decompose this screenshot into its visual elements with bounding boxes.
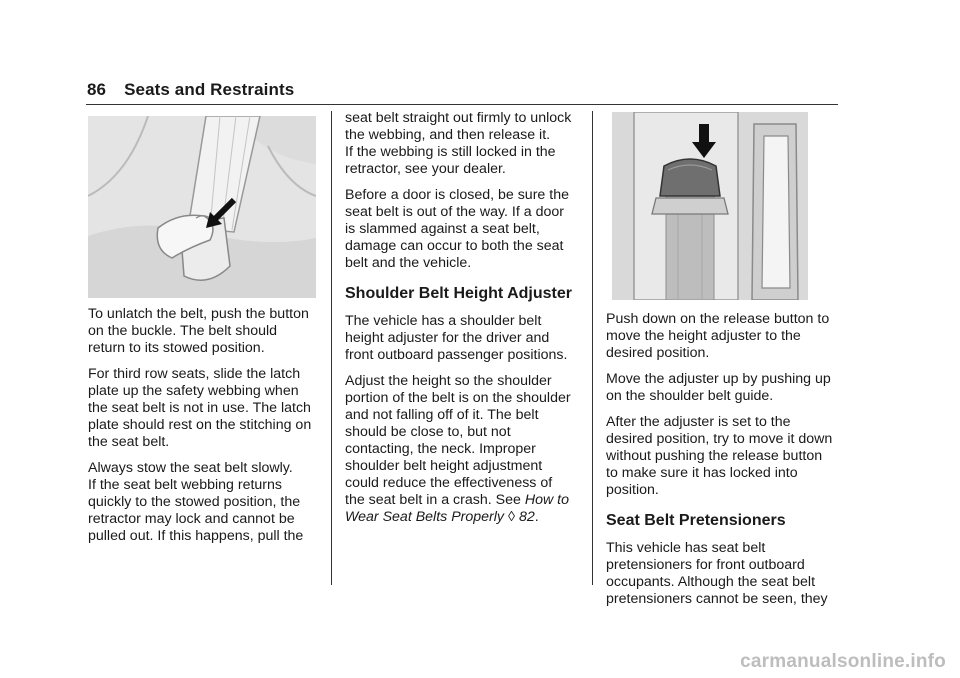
page-number: 86 bbox=[87, 80, 107, 99]
column-divider-1 bbox=[331, 111, 332, 585]
xref-title-2: Wear Seat Belts Properly bbox=[345, 509, 505, 525]
paragraph-lock-check: After the adjuster is set to the desired position, try to move it down without pushing the release button to make sure it has locked into position. bbox=[606, 414, 833, 498]
page-ref-icon: ◊ bbox=[507, 509, 515, 525]
header-rule bbox=[86, 104, 838, 105]
paragraph-push-release: Push down on the release button to move the height adjuster to the desired position. bbox=[606, 311, 830, 361]
column-2 bbox=[345, 110, 585, 535]
page-header bbox=[87, 80, 294, 100]
paragraph-unlock: seat belt straight out firmly to unlock the webbing, and then release it. If the webbing is still locked in the retractor, see your dealer. bbox=[345, 110, 572, 177]
heading-pretensioners: Seat Belt Pretensioners bbox=[606, 512, 786, 529]
column-divider-2 bbox=[592, 111, 593, 585]
paragraph-move-up: Move the adjuster up by pushing up on the shoulder belt guide. bbox=[606, 371, 831, 404]
heading-height-adjuster: Shoulder Belt Height Adjuster bbox=[345, 285, 572, 302]
paragraph-pretensioners: This vehicle has seat belt pretensioners for front outboard occupants. Although the seat belt pretensioners cannot be seen, they bbox=[606, 540, 828, 607]
paragraph-adjuster-intro: The vehicle has a shoulder belt height adjuster for the driver and front outboard passenger positions. bbox=[345, 313, 568, 363]
xref-title-1: How to bbox=[524, 492, 569, 508]
paragraph-third-row: For third row seats, slide the latch plate up the safety webbing when the seat belt is not in use. The latch plate should rest on the stitching on the seat belt. bbox=[88, 366, 312, 450]
watermark-text: carmanualsonline.info bbox=[740, 651, 946, 672]
paragraph-stow: Always stow the seat belt slowly. If the seat belt webbing returns quickly to the stowed position, the retractor may lock and cannot be pulled out. If this happens, pull the bbox=[88, 460, 304, 544]
paragraph-adjust-height: Adjust the height so the shoulder portion of the belt is on the shoulder and not falling off of it. The belt should be close to, but not contacting, the neck. Improper shoulder belt height adjustment could reduce the effectiveness of the seat belt in a crash. See How to Wear Seat Belts Properly ◊ 82. bbox=[345, 373, 571, 525]
paragraph-door: Before a door is closed, be sure the seat belt is out of the way. If a door is slammed against a seat belt, damage can occur to both the seat belt and the vehicle. bbox=[345, 187, 569, 271]
paragraph-unlatch: To unlatch the belt, push the button on the buckle. The belt should return to its stowed position. bbox=[88, 306, 309, 356]
column-1 bbox=[88, 306, 326, 554]
seat-belt-buckle-illustration bbox=[88, 116, 316, 298]
height-adjuster-illustration bbox=[612, 112, 808, 300]
section-title: Seats and Restraints bbox=[124, 80, 295, 99]
column-3 bbox=[606, 311, 846, 617]
xref-page-link[interactable]: ◊ 82 bbox=[507, 509, 535, 525]
